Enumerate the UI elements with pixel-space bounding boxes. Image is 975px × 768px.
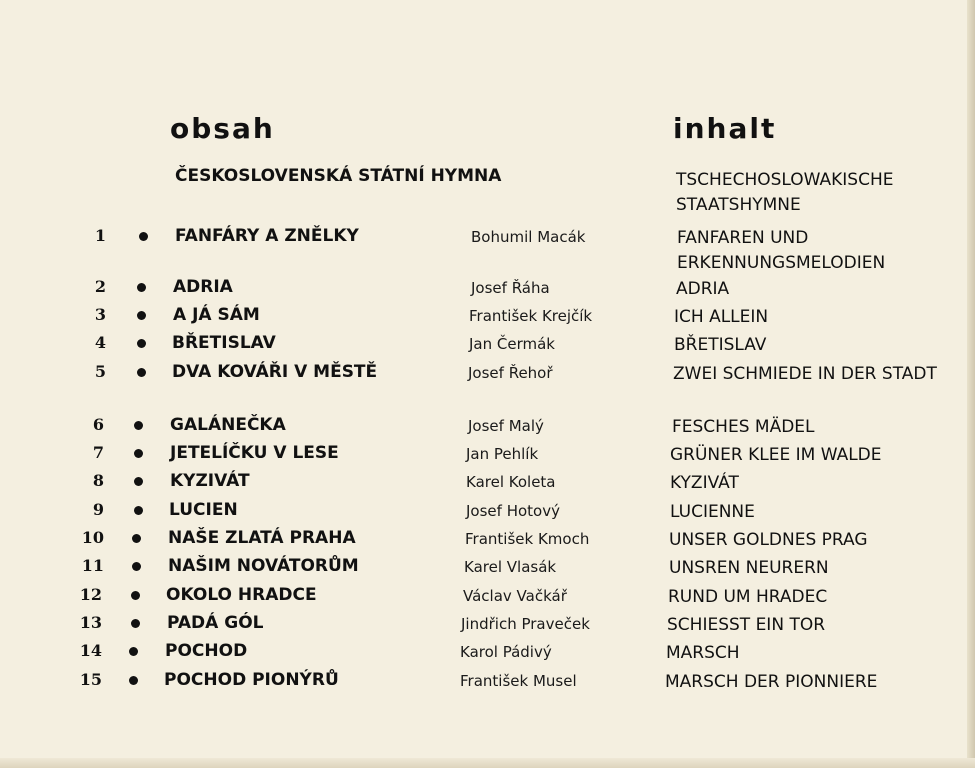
track-composer: Karel Koleta	[466, 473, 556, 491]
track-number: 14	[79, 641, 102, 660]
track-german-title: SCHIESST EIN TOR	[667, 615, 826, 635]
track-row	[0, 613, 965, 639]
track-german-title: MARSCH DER PIONNIERE	[665, 672, 878, 692]
track-title: POCHOD PIONÝRŮ	[164, 670, 339, 690]
track-title: KYZIVÁT	[170, 471, 250, 491]
track-row	[0, 277, 965, 303]
track-row	[0, 362, 965, 388]
track-title: JETELÍČKU V LESE	[170, 443, 339, 463]
track-composer: Josef Malý	[468, 417, 544, 435]
track-number: 4	[94, 333, 106, 352]
track-row	[0, 556, 965, 582]
track-german-title: FESCHES MÄDEL	[672, 417, 815, 437]
bullet-dot-icon	[137, 339, 146, 348]
track-title: ADRIA	[173, 277, 233, 297]
bullet-dot-icon	[137, 283, 146, 292]
track-number: 15	[79, 670, 102, 689]
track-row	[0, 528, 965, 554]
track-number: 5	[94, 362, 106, 381]
track-german-title: ADRIA	[676, 279, 730, 299]
anthem-czech-title: ČESKOSLOVENSKÁ STÁTNÍ HYMNA	[175, 166, 502, 186]
track-composer: Josef Hotový	[466, 502, 560, 520]
track-german-title: UNSER GOLDNES PRAG	[669, 530, 868, 550]
track-title: PADÁ GÓL	[167, 613, 264, 633]
bullet-dot-icon	[132, 562, 141, 571]
track-number: 7	[92, 443, 104, 462]
track-composer: Jindřich Praveček	[461, 615, 590, 633]
track-composer: Karol Pádivý	[460, 643, 552, 661]
track-title: DVA KOVÁŘI V MĚSTĚ	[172, 362, 378, 382]
bullet-dot-icon	[131, 591, 140, 600]
bullet-dot-icon	[131, 619, 140, 628]
track-composer: František Kmoch	[465, 530, 590, 548]
track-title: GALÁNEČKA	[170, 415, 286, 435]
track-german-title: LUCIENNE	[670, 502, 755, 522]
track-row	[0, 670, 965, 696]
bullet-dot-icon	[134, 506, 143, 515]
track-title: POCHOD	[165, 641, 248, 661]
track-german-title: KYZIVÁT	[670, 473, 739, 493]
track-number: 2	[94, 277, 106, 296]
bullet-dot-icon	[129, 676, 138, 685]
track-composer: Václav Vačkář	[463, 587, 567, 605]
heading-obsah: obsah	[170, 112, 275, 145]
track-row	[0, 585, 965, 611]
track-row	[0, 471, 965, 497]
bullet-dot-icon	[134, 421, 143, 430]
track-title: FANFÁRY A ZNĚLKY	[175, 226, 359, 246]
track-row	[0, 443, 965, 469]
track-number: 9	[92, 500, 104, 519]
track-title: OKOLO HRADCE	[166, 585, 317, 605]
track-composer: Karel Vlasák	[464, 558, 557, 576]
bullet-dot-icon	[134, 449, 143, 458]
track-row	[0, 226, 965, 273]
bullet-dot-icon	[139, 232, 148, 241]
track-number: 12	[79, 585, 102, 604]
track-german-title: BŘETISLAV	[674, 335, 767, 355]
track-title: A JÁ SÁM	[173, 305, 260, 325]
anthem-german-title: TSCHECHOSLOWAKISCHE STAATSHYMNE	[676, 170, 894, 215]
track-row	[0, 333, 965, 359]
bullet-dot-icon	[134, 477, 143, 486]
track-row	[0, 500, 965, 526]
track-composer: František Krejčík	[469, 307, 593, 325]
bullet-dot-icon	[137, 368, 146, 377]
track-german-title: UNSREN NEURERN	[669, 558, 829, 578]
track-row	[0, 415, 965, 441]
page-bottom-edge	[0, 758, 975, 768]
track-number: 11	[81, 556, 104, 575]
track-german-title: MARSCH	[666, 643, 740, 663]
track-german-title: ZWEI SCHMIEDE IN DER STADT	[673, 364, 937, 384]
track-composer: František Musel	[460, 672, 577, 690]
track-row	[0, 641, 965, 667]
track-composer: Josef Řehoř	[468, 364, 553, 382]
track-german-title: ICH ALLEIN	[674, 307, 769, 327]
track-german-title: RUND UM HRADEC	[668, 587, 828, 607]
bullet-dot-icon	[129, 647, 138, 656]
track-german-title: FANFAREN UND ERKENNUNGSMELODIEN	[677, 228, 886, 273]
bullet-dot-icon	[137, 311, 146, 320]
track-number: 10	[81, 528, 104, 547]
heading-inhalt: inhalt	[673, 112, 777, 145]
track-number: 8	[92, 471, 104, 490]
track-row	[0, 305, 965, 331]
track-german-title: GRÜNER KLEE IM WALDE	[670, 445, 882, 465]
bullet-dot-icon	[132, 534, 141, 543]
track-composer: Jan Pehlík	[466, 445, 539, 463]
track-composer: Josef Řáha	[471, 279, 550, 297]
track-number: 1	[94, 226, 106, 245]
track-number: 13	[79, 613, 102, 632]
track-composer: Jan Čermák	[469, 335, 555, 353]
track-title: LUCIEN	[169, 500, 238, 520]
track-title: NAŠIM NOVÁTORŮM	[168, 556, 359, 576]
track-number: 6	[92, 415, 104, 434]
page-edge	[967, 0, 975, 768]
track-composer: Bohumil Macák	[471, 228, 586, 246]
track-number: 3	[94, 305, 106, 324]
track-title: BŘETISLAV	[172, 333, 276, 353]
track-title: NAŠE ZLATÁ PRAHA	[168, 528, 356, 548]
